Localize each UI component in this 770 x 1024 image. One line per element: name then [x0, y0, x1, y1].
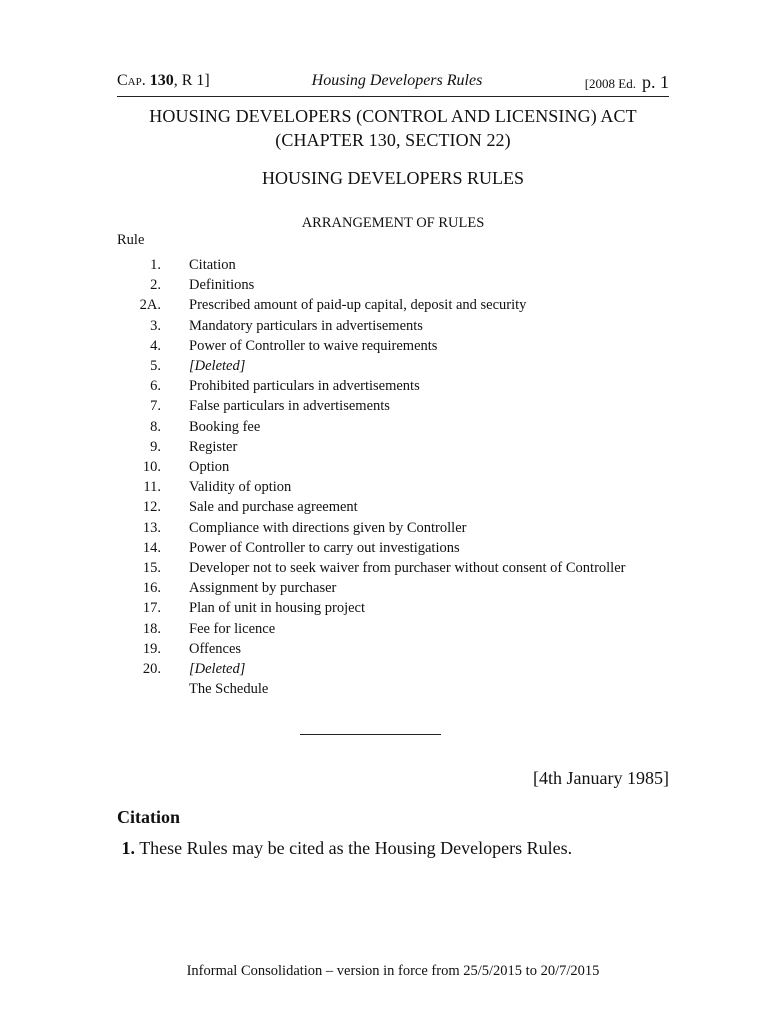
- toc-item-title: Power of Controller to waive requirements: [189, 337, 438, 354]
- toc-item-title: [Deleted]: [189, 358, 246, 375]
- section-text: These Rules may be cited as the Housing Developers Rules.: [139, 838, 573, 858]
- toc-item: [117, 255, 669, 275]
- toc-item-number: 18.: [142, 620, 161, 637]
- toc-item-title: Compliance with directions given by Controller: [189, 519, 467, 536]
- toc-item-title: Assignment by purchaser: [189, 580, 337, 597]
- toc-item-number: 5.: [150, 358, 161, 375]
- running-header: [117, 70, 669, 97]
- toc-item-number: 3.: [150, 317, 161, 334]
- toc-item: [117, 356, 669, 376]
- toc-schedule: The Schedule: [189, 681, 269, 698]
- toc-item-title: Validity of option: [189, 479, 292, 496]
- toc-item-number: 9.: [150, 438, 161, 455]
- rule-column-label: Rule: [117, 232, 145, 248]
- toc-item: [117, 518, 669, 538]
- toc-item: [117, 437, 669, 457]
- toc-item-number: 2A.: [139, 297, 161, 314]
- toc-item-title: Option: [189, 459, 230, 476]
- toc-item: [117, 417, 669, 437]
- act-title-line-2: (CHAPTER 130, SECTION 22): [275, 130, 511, 150]
- cap-number: 130: [149, 72, 174, 89]
- table-of-contents: [117, 255, 669, 699]
- commencement-date: [4th January 1985]: [533, 768, 669, 788]
- toc-item-title: Booking fee: [189, 418, 261, 435]
- toc-item-number: 15.: [142, 560, 161, 577]
- toc-item-number: 20.: [142, 661, 161, 678]
- toc-item-number: 4.: [150, 337, 161, 354]
- edition-and-page: [585, 72, 669, 93]
- toc-item-title: Fee for licence: [189, 620, 276, 637]
- header-title: Housing Developers Rules: [311, 72, 483, 89]
- toc-item: [117, 558, 669, 578]
- toc-item: [117, 396, 669, 416]
- toc-item-title: Developer not to seek waiver from purchaser without consent of Controller: [189, 560, 626, 577]
- toc-item-number: 11.: [143, 479, 161, 496]
- toc-item-title: False particulars in advertisements: [189, 398, 390, 415]
- toc-item-title: Prohibited particulars in advertisements: [189, 378, 420, 395]
- toc-item: [117, 477, 669, 497]
- toc-item: [117, 538, 669, 558]
- toc-item: [117, 275, 669, 295]
- toc-item: [117, 639, 669, 659]
- page-footer: Informal Consolidation – version in force from 25/5/2015 to 20/7/2015: [186, 963, 600, 979]
- toc-item-title: Definitions: [189, 277, 255, 294]
- toc-item: [117, 598, 669, 618]
- chapter-reference: [117, 72, 210, 90]
- toc-item-title: Power of Controller to carry out investigations: [189, 539, 460, 556]
- section-heading: Citation: [117, 807, 180, 827]
- toc-item-title: Plan of unit in housing project: [189, 600, 365, 617]
- toc-item: [117, 659, 669, 679]
- toc-item-number: 1.: [150, 257, 161, 273]
- toc-item-number: 7.: [150, 398, 161, 415]
- toc-item-title: Prescribed amount of paid-up capital, deposit and security: [189, 297, 527, 314]
- divider-line: [300, 734, 441, 735]
- toc-item-title: Register: [189, 438, 238, 455]
- toc-item: [117, 336, 669, 356]
- toc-item: [117, 295, 669, 315]
- toc-item-number: 16.: [142, 580, 161, 597]
- toc-item: [117, 316, 669, 336]
- rules-title: HOUSING DEVELOPERS RULES: [261, 168, 524, 188]
- toc-item-title: Citation: [189, 257, 236, 273]
- toc-item-title: Mandatory particulars in advertisements: [189, 317, 423, 334]
- toc-item-number: 13.: [142, 519, 161, 536]
- toc-item: [117, 578, 669, 598]
- toc-item-number: 14.: [142, 539, 161, 556]
- toc-item-number: 2.: [150, 277, 161, 294]
- toc-item: [117, 376, 669, 396]
- rule-reference: , R 1]: [173, 72, 210, 89]
- toc-item: [117, 497, 669, 517]
- act-title: [117, 104, 669, 152]
- toc-item-number: 12.: [142, 499, 161, 516]
- toc-item-number: 17.: [142, 600, 161, 617]
- cap-label: Cap.: [117, 72, 146, 89]
- toc-item-title: Sale and purchase agreement: [189, 499, 358, 516]
- arrangement-title: ARRANGEMENT OF RULES: [301, 215, 485, 231]
- section-number: 1.: [121, 838, 135, 858]
- page-number: p. 1: [642, 72, 669, 92]
- toc-item-number: 19.: [142, 640, 161, 657]
- edition: [2008 Ed.: [584, 76, 636, 91]
- toc-item-number: 8.: [150, 418, 161, 435]
- toc-item: [117, 619, 669, 639]
- toc-item-number: 10.: [142, 459, 161, 476]
- section-body: [117, 838, 669, 859]
- toc-item-number: 6.: [150, 378, 161, 395]
- toc-item-title: Offences: [189, 640, 242, 657]
- toc-item: [117, 457, 669, 477]
- act-title-line-1: HOUSING DEVELOPERS (CONTROL AND LICENSING) ACT: [149, 106, 637, 126]
- toc-item-title: [Deleted]: [189, 661, 246, 678]
